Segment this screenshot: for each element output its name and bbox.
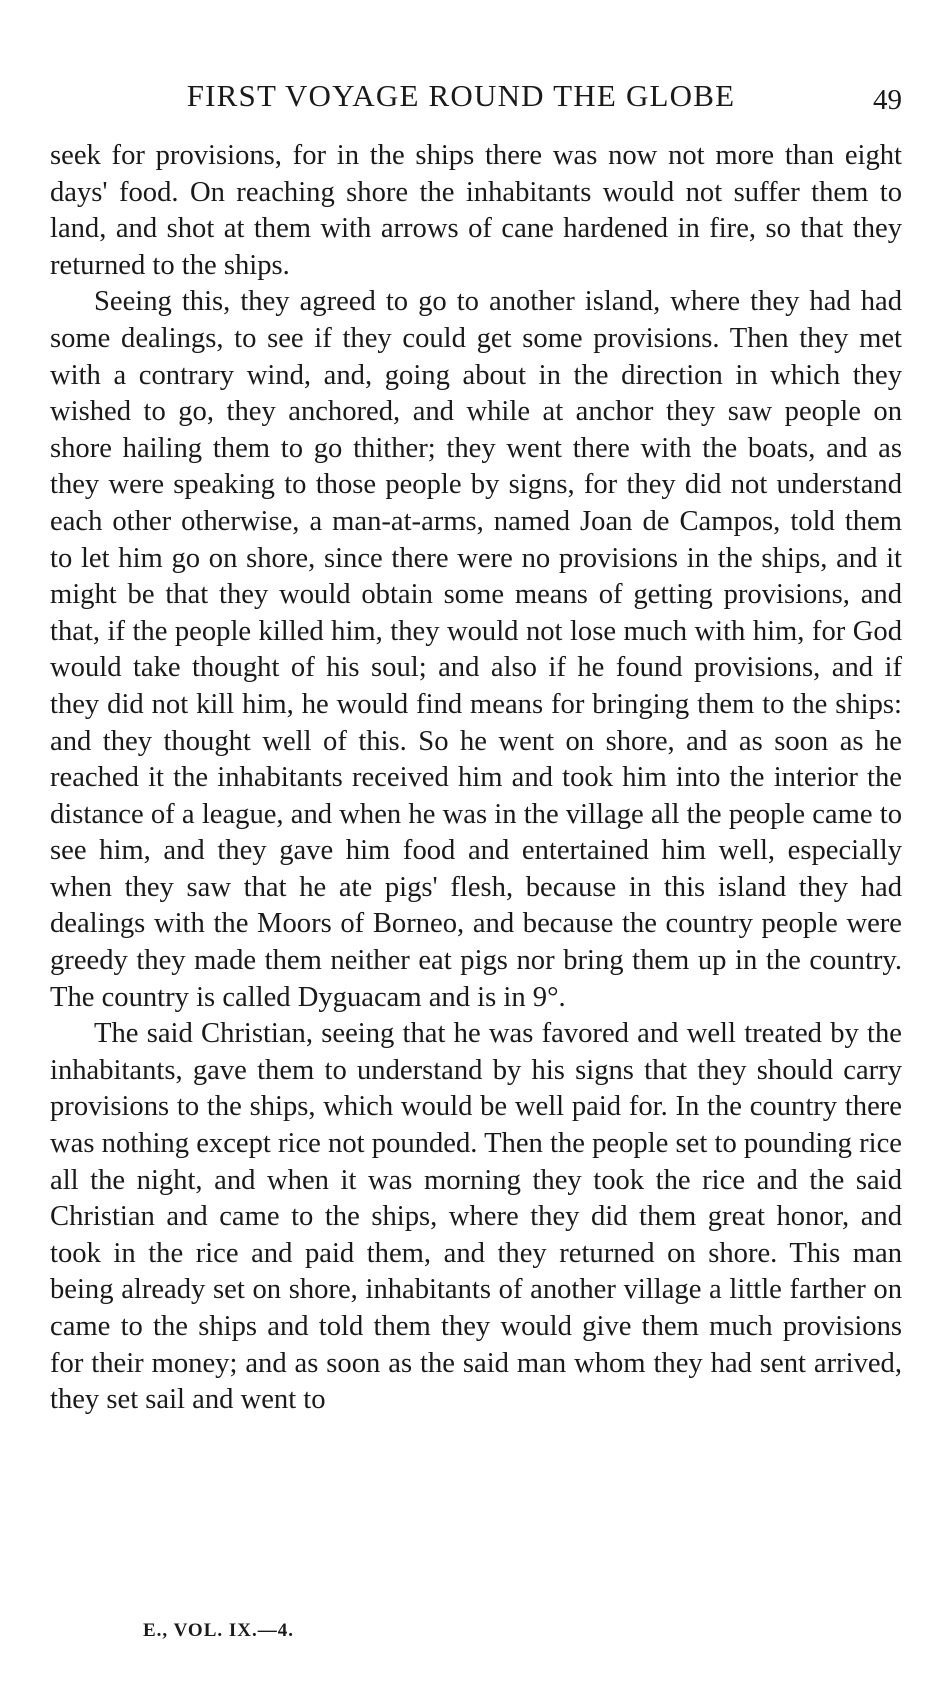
paragraph-1: seek for provisions, for in the ships there was now not more than eight days' food. On reaching shore the inhabitants would not suffer them to land, and shot at them with arrows of cane hardened in fire, so that they returned to the ships. [50,140,902,281]
body-text [50,138,902,1419]
running-head [50,74,902,118]
paragraph-3: The said Christian, seeing that he was favored and well treated by the inhabitants, gave them to understand by his signs that they should carry provisions to the ships, which would be well paid for. In the country there was nothing except rice not pounded. Then the people set to pounding rice all the night, and when it was morning they took the rice and the said Christian and came to the ships, where they did them great honor, and took in the rice and paid them, and they returned on shore. This man being already set on shore, inhabitants of another village a little farther on came to the ships and told them they would give them much provisions for their money; and as soon as the said man whom they had sent arrived, they set sail and went to [50,1018,902,1416]
running-title: FIRST VOYAGE ROUND THE GLOBE [186,78,736,113]
signature-mark: E., VOL. IX.—4. [143,1620,294,1641]
paragraph-2: Seeing this, they agreed to go to another island, where they had had some dealings, to see if they could get some provisions. Then they met with a contrary wind, and, going about in the direction in which they wished to go, they anchored, and while at anchor they saw people on shore hailing them to go thither; they went there with the boats, and as they were speaking to those people by signs, for they did not understand each other otherwise, a man-at-arms, named Joan de Campos, told them to let him go on shore, since there were no provisions in the ships, and it might be that they would obtain some means of getting provisions, and that, if the people killed him, they would not lose much with him, for God would take thought of his soul; and also if he found provisions, and if they did not kill him, he would find means for bringing them to the ships: and they thought well of this. So he went on shore, and as soon as he reached it the inhabitants received him and took him into the interior the distance of a league, and when he was in the village all the people came to see him, and they gave him food and entertained him well, especially when they saw that he ate pigs' flesh, because in this island they had dealings with the Moors of Borneo, and because the country people were greedy they made them neither eat pigs nor bring them up in the country. The country is called Dyguacam and is in 9°. [50,286,902,1013]
page-number: 49 [873,84,902,116]
